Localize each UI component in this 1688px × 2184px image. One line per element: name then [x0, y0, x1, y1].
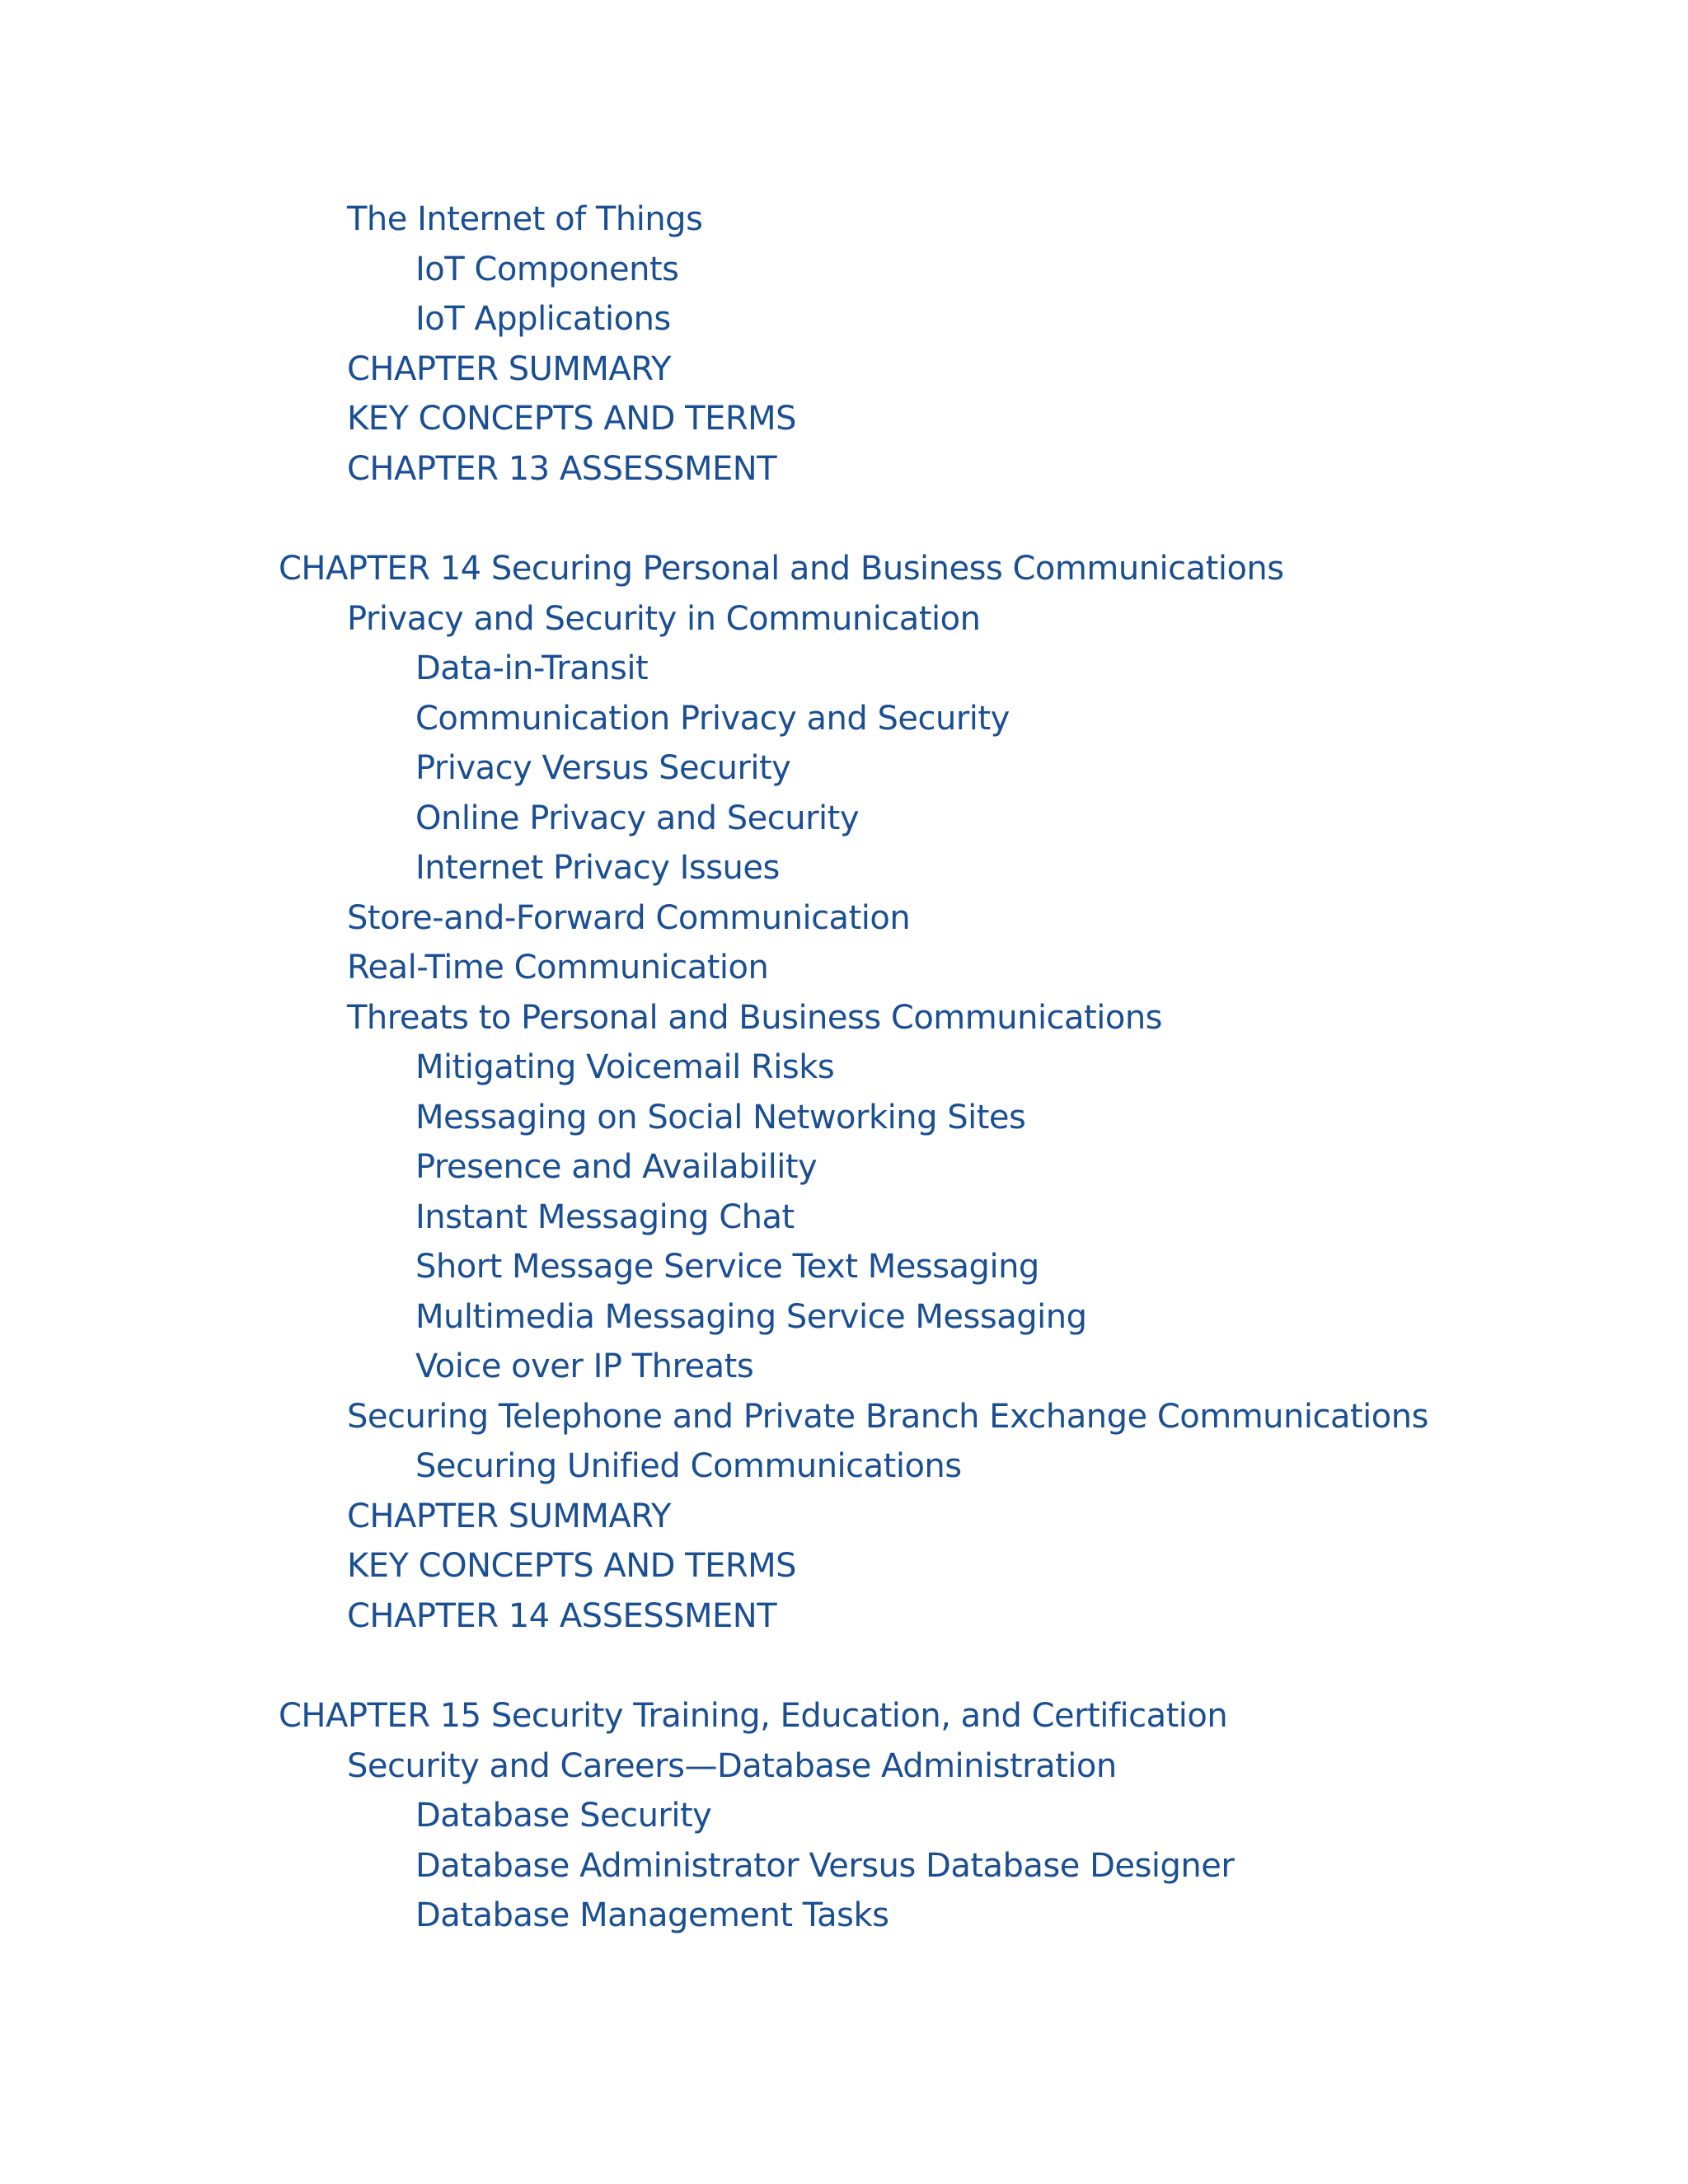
toc-section-link[interactable]: KEY CONCEPTS AND TERMS — [347, 400, 797, 438]
toc-subsection-link[interactable]: Instant Messaging Chat — [415, 1197, 795, 1236]
toc-subsection-link[interactable]: Communication Privacy and Security — [415, 699, 1010, 738]
toc-subsection-link[interactable]: Database Management Tasks — [415, 1896, 889, 1934]
toc-section-link[interactable]: Real-Time Communication — [347, 949, 769, 987]
toc-subsection-link[interactable]: Mitigating Voicemail Risks — [415, 1048, 835, 1086]
chapter-spacer — [0, 494, 1688, 544]
table-of-contents — [0, 194, 1688, 1941]
toc-section-link[interactable]: CHAPTER SUMMARY — [347, 1497, 671, 1535]
toc-section-link[interactable]: CHAPTER SUMMARY — [347, 349, 671, 388]
toc-subsection-link[interactable]: Securing Unified Communications — [415, 1447, 962, 1485]
toc-subsection-link[interactable]: Internet Privacy Issues — [415, 849, 780, 887]
toc-subsection-link[interactable]: Database Security — [415, 1797, 712, 1835]
toc-subsection-link[interactable]: Database Administrator Versus Database Designer — [415, 1846, 1235, 1885]
toc-subsection-link[interactable]: Short Message Service Text Messaging — [415, 1248, 1039, 1286]
toc-section-link[interactable]: Store-and-Forward Communication — [347, 898, 911, 937]
toc-section-link[interactable]: CHAPTER 13 ASSESSMENT — [347, 449, 777, 488]
toc-subsection-link[interactable]: Privacy Versus Security — [415, 749, 791, 787]
toc-section-link[interactable]: Securing Telephone and Private Branch Exchange Communications — [347, 1397, 1428, 1436]
toc-subsection-link[interactable]: Multimedia Messaging Service Messaging — [415, 1297, 1087, 1336]
toc-chapter-link[interactable]: CHAPTER 15 Security Training, Education, and Certification — [279, 1697, 1228, 1735]
toc-section-link[interactable]: CHAPTER 14 ASSESSMENT — [347, 1596, 777, 1635]
toc-chapter-link[interactable]: CHAPTER 14 Securing Personal and Business Communications — [279, 550, 1284, 588]
toc-subsection-link[interactable]: Presence and Availability — [415, 1148, 818, 1186]
toc-subsection-link[interactable]: Data-in-Transit — [415, 649, 649, 687]
toc-section-link[interactable]: The Internet of Things — [347, 200, 703, 238]
toc-subsection-link[interactable]: IoT Components — [415, 250, 679, 288]
toc-subsection-link[interactable]: Voice over IP Threats — [415, 1347, 754, 1385]
chapter-spacer — [0, 1641, 1688, 1691]
toc-section-link[interactable]: Security and Careers—Database Administration — [347, 1746, 1117, 1785]
toc-section-link[interactable]: Threats to Personal and Business Communications — [347, 998, 1163, 1037]
toc-subsection-link[interactable]: Online Privacy and Security — [415, 799, 860, 837]
toc-section-link[interactable]: Privacy and Security in Communication — [347, 599, 981, 638]
toc-section-link[interactable]: KEY CONCEPTS AND TERMS — [347, 1547, 797, 1585]
toc-subsection-link[interactable]: IoT Applications — [415, 300, 671, 338]
toc-subsection-link[interactable]: Messaging on Social Networking Sites — [415, 1098, 1026, 1137]
